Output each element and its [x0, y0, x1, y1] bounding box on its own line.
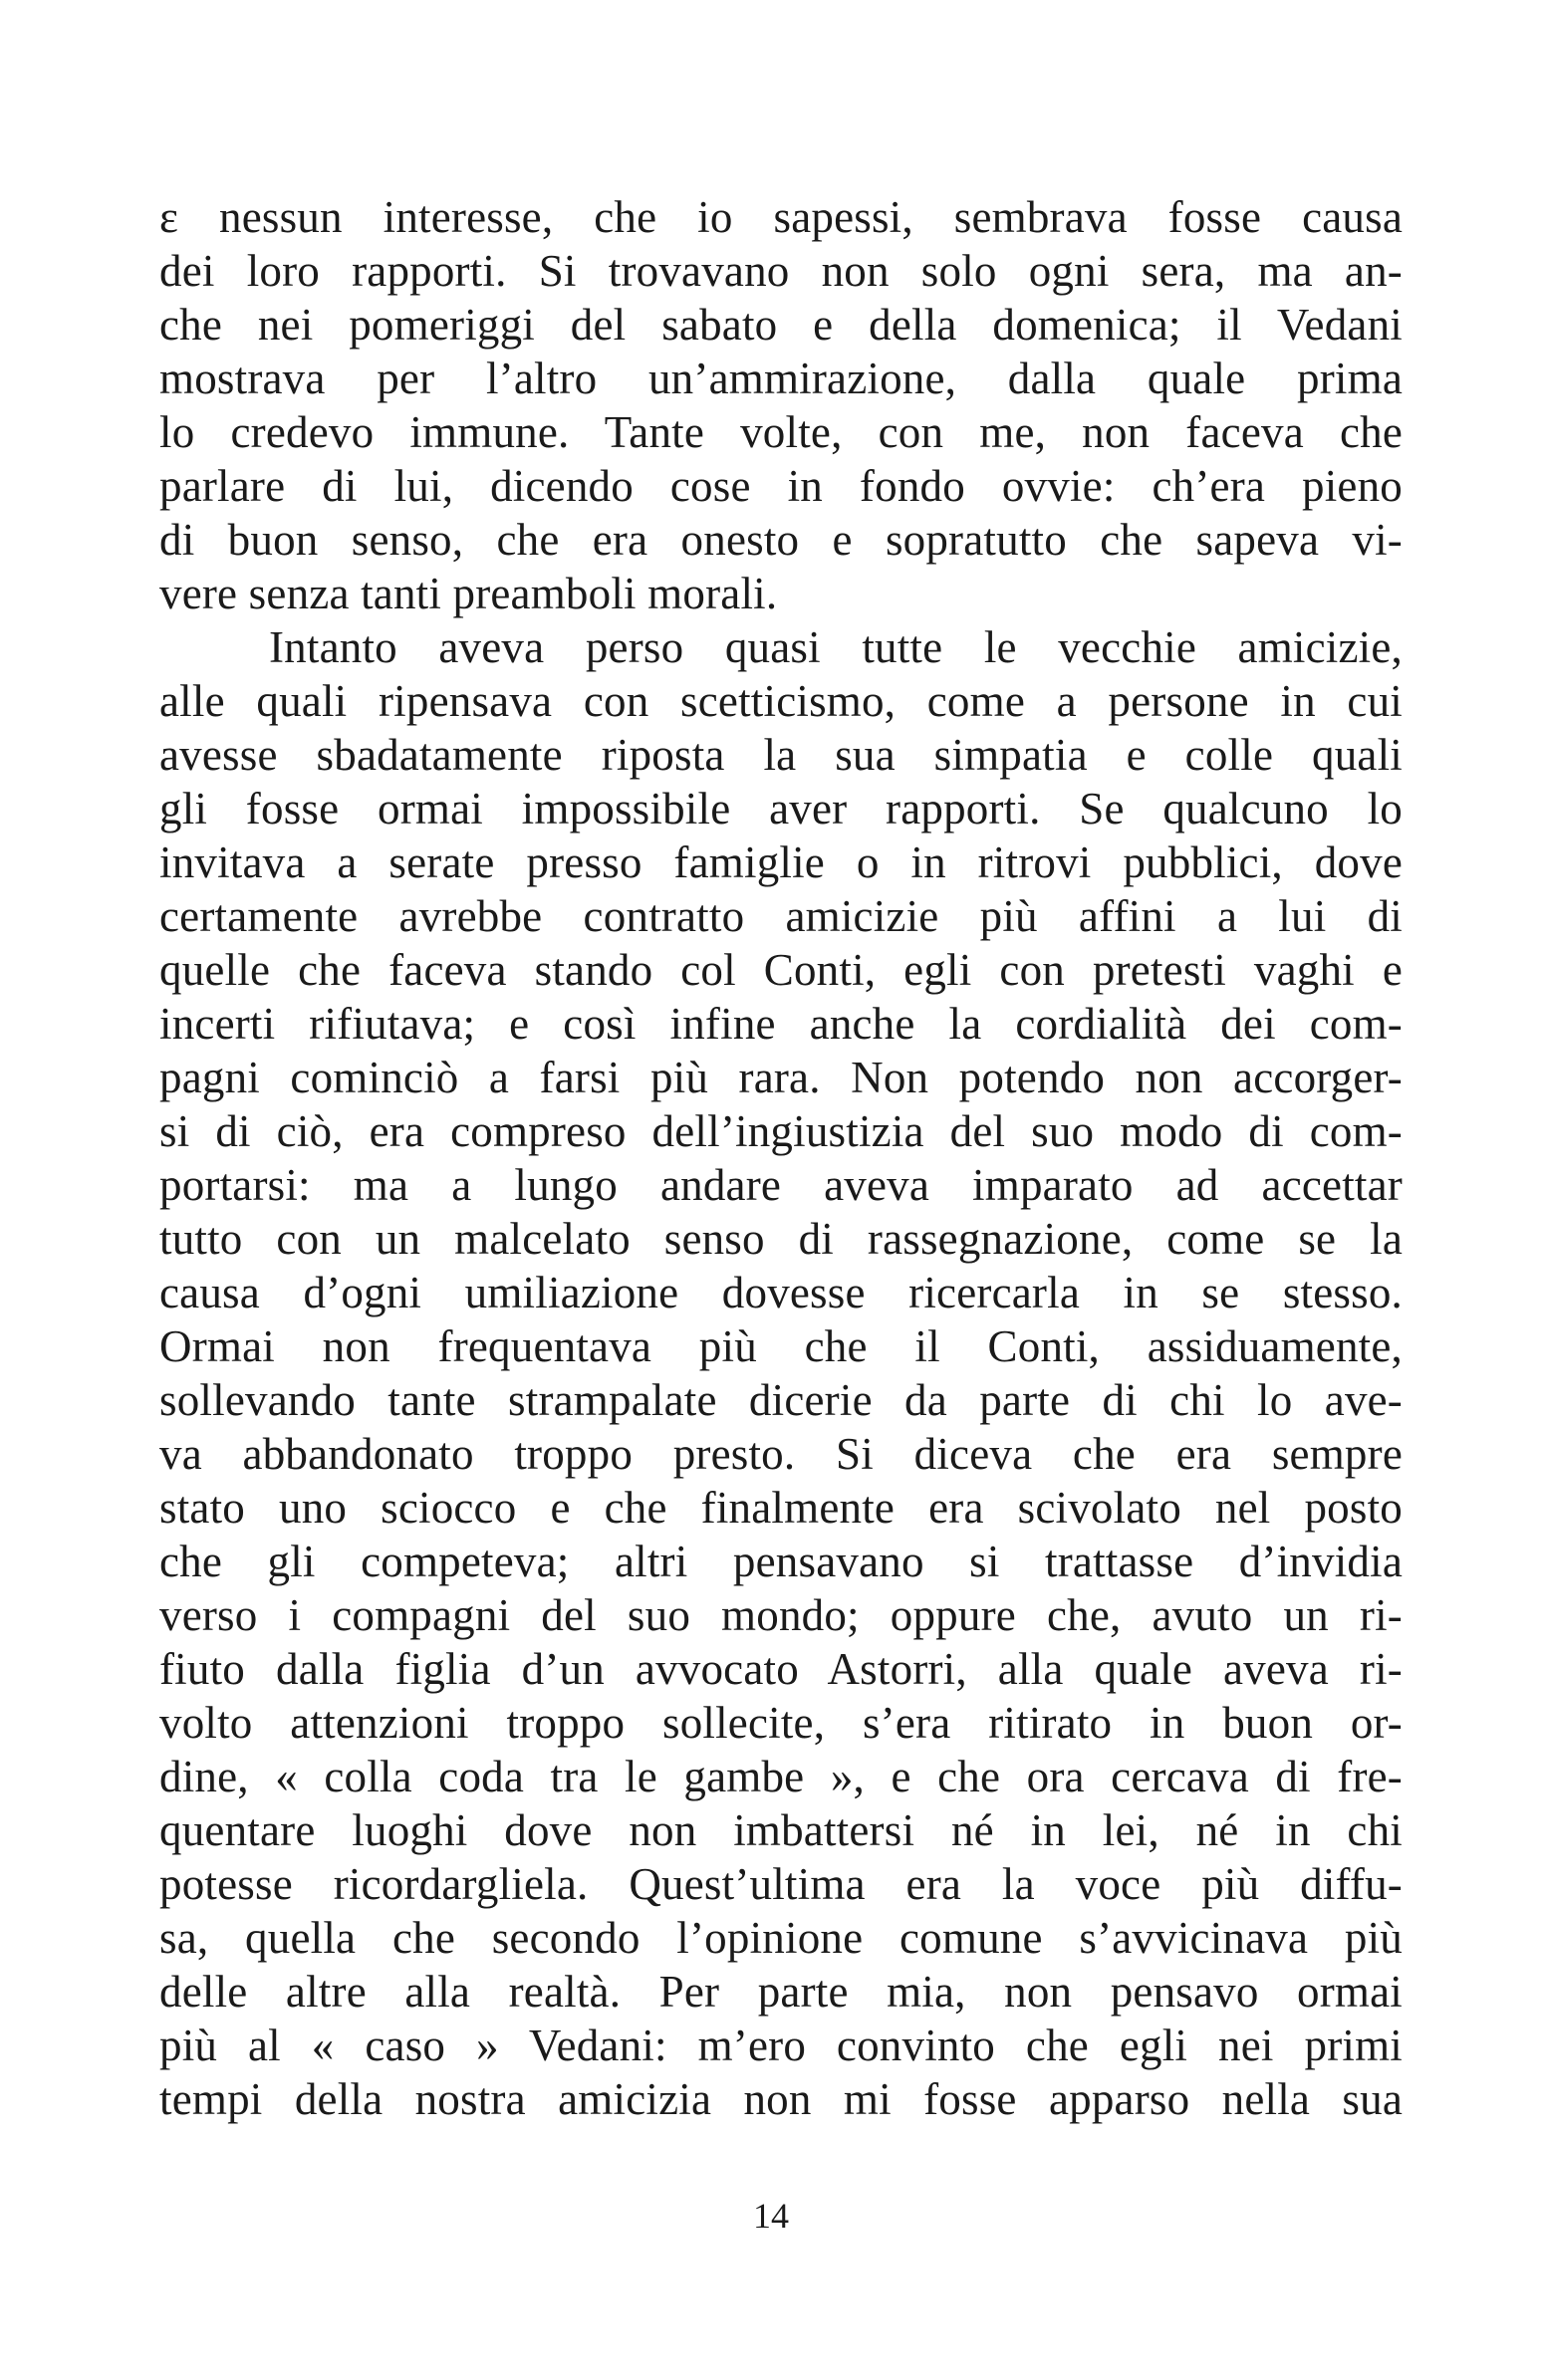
paragraph-start-line: Intanto aveva perso quasi tutte le vecchie amicizie,: [269, 622, 1403, 672]
text-line: ε nessun interesse, che io sapessi, sembrava fosse causa: [159, 192, 1403, 242]
text-line: portarsi: ma a lungo andare aveva imparato ad accettar: [159, 1160, 1403, 1210]
text-line: tutto con un malcelato senso di rassegnazione, come se la: [159, 1214, 1403, 1264]
text-line: invitava a serate presso famiglie o in ritrovi pubblici, dove: [159, 837, 1403, 887]
text-line: potesse ricordargliela. Quest’ultima era la voce più diffu-: [159, 1859, 1403, 1909]
text-line: più al « caso » Vedani: m’ero convinto che egli nei primi: [159, 2021, 1403, 2070]
text-line: volto attenzioni troppo sollecite, s’era ritirato in buon or-: [159, 1698, 1403, 1748]
text-line: alle quali ripensava con scetticismo, come a persone in cui: [159, 676, 1403, 726]
text-line: sollevando tante strampalate dicerie da parte di chi lo ave-: [159, 1375, 1403, 1425]
text-line: dine, « colla coda tra le gambe », e che ora cercava di fre-: [159, 1752, 1403, 1801]
text-line: delle altre alla realtà. Per parte mia, non pensavo ormai: [159, 1967, 1403, 2017]
text-line: quentare luoghi dove non imbattersi né in lei, né in chi: [159, 1805, 1403, 1855]
text-line: che nei pomeriggi del sabato e della domenica; il Vedani: [159, 300, 1403, 350]
text-line: che gli competeva; altri pensavano si trattasse d’invidia: [159, 1537, 1403, 1586]
body-text: [159, 187, 1403, 2139]
text-line: verso i compagni del suo mondo; oppure che, avuto un ri-: [159, 1590, 1403, 1640]
text-line: certamente avrebbe contratto amicizie più affini a lui di: [159, 891, 1403, 941]
text-line: vere senza tanti preamboli morali.: [159, 569, 778, 618]
text-line: pagni cominciò a farsi più rara. Non potendo non accorger-: [159, 1053, 1403, 1102]
text-line: incerti rifiutava; e così infine anche la cordialità dei com-: [159, 999, 1403, 1049]
text-line: stato uno sciocco e che finalmente era scivolato nel posto: [159, 1483, 1403, 1533]
text-line: sa, quella che secondo l’opinione comune s’avvicinava più: [159, 1913, 1403, 1963]
text-line: tempi della nostra amicizia non mi fosse apparso nella sua: [159, 2074, 1403, 2124]
text-line: quelle che faceva stando col Conti, egli con pretesti vaghi e: [159, 945, 1403, 995]
page-number: 14: [753, 2196, 789, 2236]
text-line: fiuto dalla figlia d’un avvocato Astorri, alla quale aveva ri-: [159, 1644, 1403, 1694]
text-line: Ormai non frequentava più che il Conti, assiduamente,: [159, 1321, 1403, 1371]
text-line: parlare di lui, dicendo cose in fondo ovvie: ch’era pieno: [159, 461, 1403, 511]
text-line: causa d’ogni umiliazione dovesse ricercarla in se stesso.: [159, 1268, 1403, 1317]
text-line: dei loro rapporti. Si trovavano non solo ogni sera, ma an-: [159, 246, 1403, 296]
text-line: gli fosse ormai impossibile aver rapporti. Se qualcuno lo: [159, 784, 1403, 833]
text-line: avesse sbadatamente riposta la sua simpatia e colle quali: [159, 730, 1403, 780]
text-line: lo credevo immune. Tante volte, con me, non faceva che: [159, 407, 1403, 457]
text-line: mostrava per l’altro un’ammirazione, dalla quale prima: [159, 354, 1403, 403]
text-line: si di ciò, era compreso dell’ingiustizia del suo modo di com-: [159, 1106, 1403, 1156]
text-line: va abbandonato troppo presto. Si diceva che era sempre: [159, 1429, 1403, 1479]
text-line: di buon senso, che era onesto e sopratutto che sapeva vi-: [159, 515, 1403, 565]
